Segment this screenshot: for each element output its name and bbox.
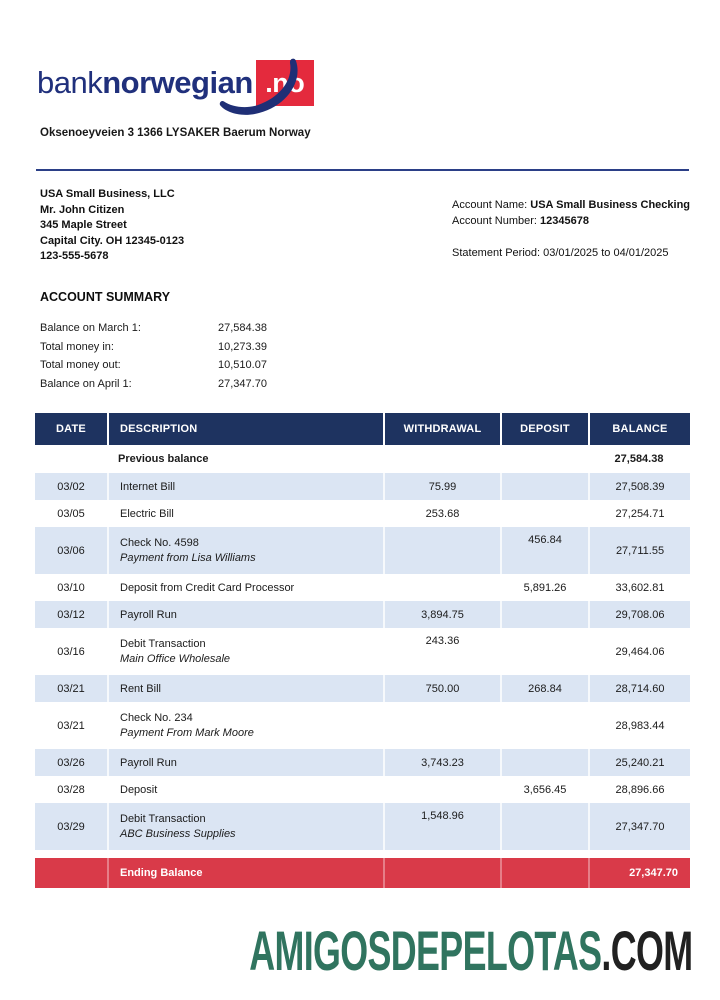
logo-text-tld: .no xyxy=(265,67,305,98)
transaction-row xyxy=(35,776,690,803)
summary-value: 10,273.39 xyxy=(218,340,267,353)
cell-deposit xyxy=(500,702,588,749)
summary-label: Total money in: xyxy=(40,340,114,353)
cell-balance: 33,602.81 xyxy=(588,574,690,601)
cell-withdrawal: 750.00 xyxy=(383,675,500,702)
transaction-row xyxy=(35,574,690,601)
description-note: Main Office Wholesale xyxy=(120,653,231,665)
watermark-main: AMIGOSDEPELOTAS xyxy=(248,919,601,982)
cell-description xyxy=(107,500,383,527)
cell-balance: 28,983.44 xyxy=(588,702,690,749)
logo-text-norwegian: norwegian xyxy=(102,65,253,100)
summary-row xyxy=(40,356,267,375)
customer-line: Capital City. OH 12345-0123 xyxy=(40,234,185,247)
bank-address: Oksenoeyveien 3 1366 LYSAKER Baerum Norway xyxy=(40,127,311,139)
cell-deposit: 3,656.45 xyxy=(500,776,588,803)
cell-deposit xyxy=(500,500,588,527)
site-watermark xyxy=(249,918,692,983)
logo-swoosh-icon xyxy=(200,50,320,130)
description-text: Electric Bill xyxy=(120,507,174,520)
cell-date: 03/21 xyxy=(57,719,85,732)
cell-date: 03/21 xyxy=(57,682,85,695)
account-name-value: USA Small Business Checking xyxy=(530,199,691,211)
header-withdrawal: WITHDRAWAL xyxy=(383,413,500,445)
summary-row xyxy=(40,319,267,338)
account-number-value: 12345678 xyxy=(540,215,589,227)
table-header-row xyxy=(35,413,690,445)
transaction-row xyxy=(35,675,690,702)
cell-description xyxy=(107,702,383,749)
summary-value: 10,510.07 xyxy=(218,359,267,371)
account-name-row xyxy=(452,197,690,213)
header-deposit: DEPOSIT xyxy=(500,413,588,445)
ending-balance-value: 27,347.70 xyxy=(588,858,690,888)
cell-withdrawal: 253.68 xyxy=(383,500,500,527)
transaction-row xyxy=(35,527,690,574)
customer-address-block xyxy=(40,187,184,265)
description-text: Internet Bill xyxy=(120,480,176,493)
customer-line: USA Small Business, LLC xyxy=(40,188,175,200)
cell-balance: 29,708.06 xyxy=(588,601,690,628)
description-text: Check No. 4598 xyxy=(120,537,199,549)
description-note: Payment From Mark Moore xyxy=(120,727,254,739)
transaction-row xyxy=(35,803,690,850)
cell-deposit: 268.84 xyxy=(500,675,588,702)
transactions-table xyxy=(35,413,690,888)
transaction-row xyxy=(35,628,690,675)
summary-row xyxy=(40,375,267,394)
account-summary-title: ACCOUNT SUMMARY xyxy=(40,290,171,304)
cell-withdrawal: 3,743.23 xyxy=(383,749,500,776)
cell-date: 03/02 xyxy=(57,480,85,493)
cell-description xyxy=(107,473,383,500)
header-date: DATE xyxy=(56,423,86,435)
cell-deposit xyxy=(500,473,588,500)
account-info-block xyxy=(452,197,690,261)
cell-balance: 28,714.60 xyxy=(588,675,690,702)
summary-label: Balance on April 1: xyxy=(40,377,132,390)
cell-deposit xyxy=(500,601,588,628)
cell-date: 03/29 xyxy=(57,820,85,833)
cell-date: 03/12 xyxy=(57,608,85,621)
previous-balance-label: Previous balance xyxy=(118,453,209,465)
summary-label: Balance on March 1: xyxy=(40,322,141,334)
customer-line: Mr. John Citizen xyxy=(40,203,125,216)
account-summary-table xyxy=(40,319,267,393)
cell-balance: 27,347.70 xyxy=(588,803,690,850)
watermark-suffix: .COM xyxy=(600,919,692,982)
transaction-row xyxy=(35,749,690,776)
cell-date: 03/05 xyxy=(57,507,85,520)
cell-description xyxy=(107,601,383,628)
cell-date: 03/10 xyxy=(57,581,85,594)
customer-line: 123-555-5678 xyxy=(40,250,109,263)
description-text: Deposit from Credit Card Processor xyxy=(120,581,295,594)
cell-withdrawal xyxy=(383,776,500,803)
cell-withdrawal xyxy=(383,527,500,574)
cell-deposit xyxy=(500,803,588,850)
cell-withdrawal: 3,894.75 xyxy=(383,601,500,628)
cell-deposit: 5,891.26 xyxy=(500,574,588,601)
description-note: Payment from Lisa Williams xyxy=(120,552,256,564)
transaction-row xyxy=(35,500,690,527)
description-text: Rent Bill xyxy=(120,682,161,695)
cell-balance: 29,464.06 xyxy=(588,628,690,675)
cell-date: 03/28 xyxy=(57,783,85,796)
header-balance: BALANCE xyxy=(588,413,690,445)
description-text: Payroll Run xyxy=(120,608,177,621)
header-description: DESCRIPTION xyxy=(107,413,383,445)
cell-balance: 27,254.71 xyxy=(588,500,690,527)
summary-value: 27,347.70 xyxy=(218,377,267,390)
cell-withdrawal xyxy=(383,702,500,749)
cell-withdrawal: 75.99 xyxy=(383,473,500,500)
description-note: ABC Business Supplies xyxy=(120,828,236,840)
ending-balance-label: Ending Balance xyxy=(107,858,383,888)
cell-balance: 27,711.55 xyxy=(588,527,690,574)
description-text: Debit Transaction xyxy=(120,638,206,650)
cell-description xyxy=(107,628,383,675)
summary-row xyxy=(40,338,267,357)
cell-date: 03/26 xyxy=(57,756,85,769)
cell-description xyxy=(107,675,383,702)
previous-balance-row xyxy=(35,445,690,473)
ending-balance-row xyxy=(35,858,690,888)
cell-withdrawal: 1,548.96 xyxy=(383,803,500,850)
description-text: Deposit xyxy=(120,783,158,796)
description-text: Check No. 234 xyxy=(120,712,193,724)
cell-withdrawal xyxy=(383,574,500,601)
cell-balance: 25,240.21 xyxy=(588,749,690,776)
statement-period-value: 03/01/2025 to 04/01/2025 xyxy=(543,247,669,259)
cell-balance: 27,508.39 xyxy=(588,473,690,500)
cell-deposit xyxy=(500,749,588,776)
transaction-row xyxy=(35,601,690,628)
cell-deposit xyxy=(500,628,588,675)
cell-date: 03/16 xyxy=(57,645,85,658)
logo-text-bank: bank xyxy=(37,65,103,100)
cell-description xyxy=(107,527,383,574)
summary-value: 27,584.38 xyxy=(218,322,267,334)
cell-description xyxy=(107,803,383,850)
cell-description xyxy=(107,574,383,601)
cell-description xyxy=(107,749,383,776)
summary-label: Total money out: xyxy=(40,359,121,371)
cell-withdrawal: 243.36 xyxy=(383,628,500,675)
description-text: Debit Transaction xyxy=(120,813,206,825)
transaction-row xyxy=(35,702,690,749)
header-divider xyxy=(36,169,689,171)
description-text: Payroll Run xyxy=(120,756,177,769)
statement-period-label: Statement Period: xyxy=(452,247,544,259)
cell-description xyxy=(107,776,383,803)
customer-line: 345 Maple Street xyxy=(40,219,127,232)
transaction-row xyxy=(35,473,690,500)
account-name-label: Account Name: xyxy=(452,199,531,211)
cell-deposit: 456.84 xyxy=(500,527,588,574)
statement-period-row xyxy=(452,245,690,261)
account-number-row xyxy=(452,213,690,229)
previous-balance-value: 27,584.38 xyxy=(614,453,664,465)
account-number-label: Account Number: xyxy=(452,215,541,227)
table-body xyxy=(35,473,690,850)
cell-balance: 28,896.66 xyxy=(588,776,690,803)
cell-date: 03/06 xyxy=(57,544,85,557)
